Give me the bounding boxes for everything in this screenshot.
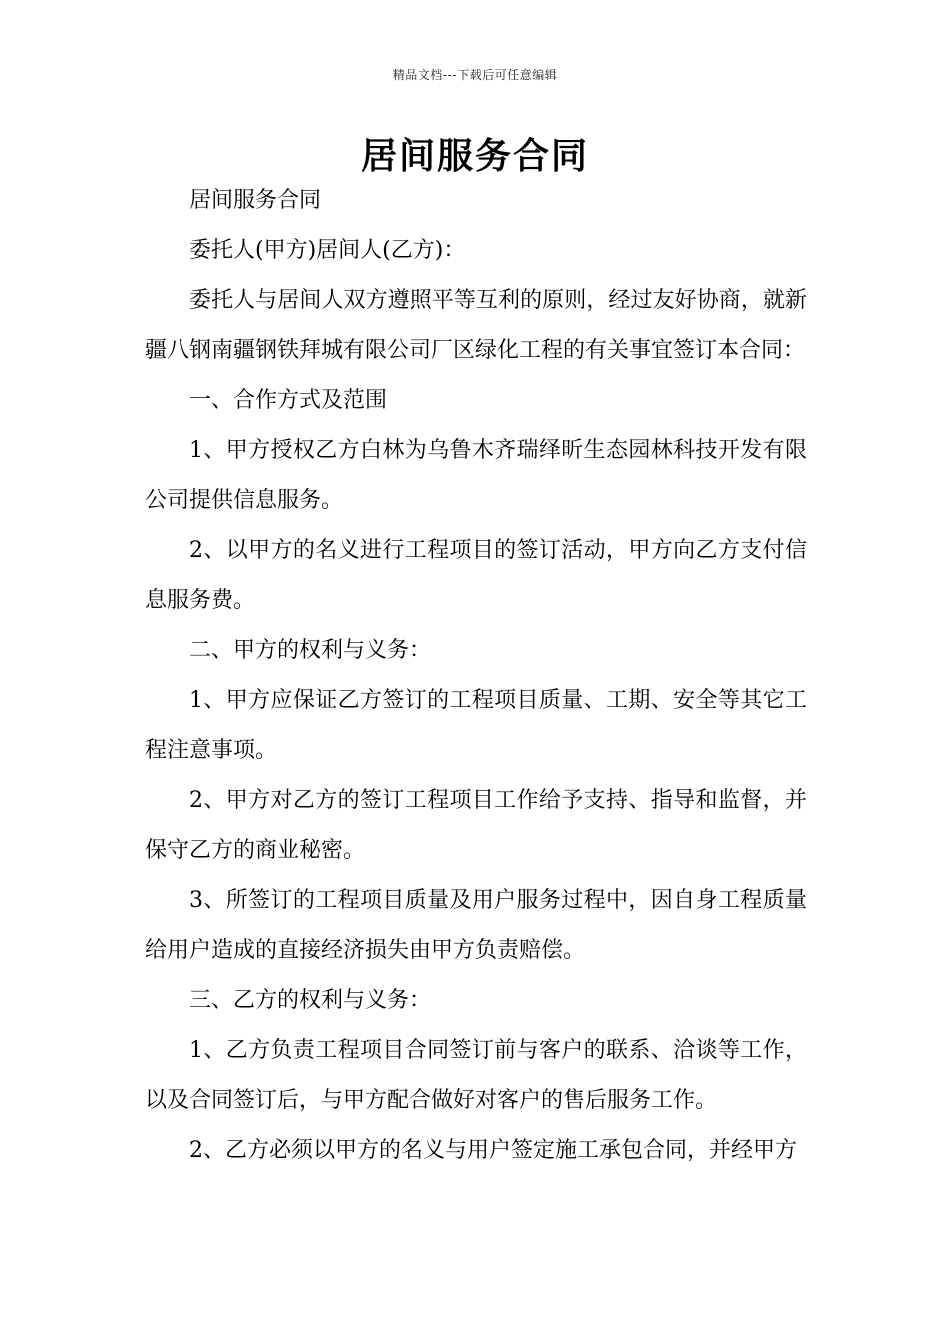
section-heading-3: 三、乙方的权利与义务： [189, 988, 432, 1013]
section-heading-2: 二、甲方的权利与义务： [189, 638, 432, 663]
clause-1-2: 2、以甲方的名义进行工程项目的签订活动，甲方向乙方支付信息服务费。 [145, 538, 807, 613]
clause-2-2: 2、甲方对乙方的签订工程项目工作给予支持、指导和监督，并保守乙方的商业秘密。 [145, 788, 807, 863]
paragraph-parties: 委托人(甲方)居间人(乙方)： [189, 238, 466, 263]
clause-2-3: 3、所签订的工程项目质量及用户服务过程中，因自身工程质量给用户造成的直接经济损失由甲方负责赔偿。 [145, 888, 807, 963]
section-heading-1: 一、合作方式及范围 [189, 388, 388, 413]
clause-2-1: 1、甲方应保证乙方签订的工程项目质量、工期、安全等其它工程注意事项。 [145, 688, 807, 763]
clause-3-2: 2、乙方必须以甲方的名义与用户签定施工承包合同，并经甲方 [189, 1138, 797, 1163]
paragraph-preamble: 委托人与居间人双方遵照平等互利的原则，经过友好协商，就新疆八钢南疆钢铁拜城有限公司厂区绿化工程的有关事宜签订本合同： [145, 288, 807, 363]
clause-3-1: 1、乙方负责工程项目合同签订前与客户的联系、洽谈等工作，以及合同签订后，与甲方配合做好对客户的售后服务工作。 [145, 1038, 807, 1113]
clause-1-1: 1、甲方授权乙方白林为乌鲁木齐瑞绎昕生态园林科技开发有限公司提供信息服务。 [145, 438, 807, 513]
header-note: 精品文档---下载后可任意编辑 [392, 68, 558, 82]
paragraph-subtitle: 居间服务合同 [189, 188, 322, 213]
document-body [145, 176, 807, 1176]
document-title: 居间服务合同 [360, 136, 589, 177]
